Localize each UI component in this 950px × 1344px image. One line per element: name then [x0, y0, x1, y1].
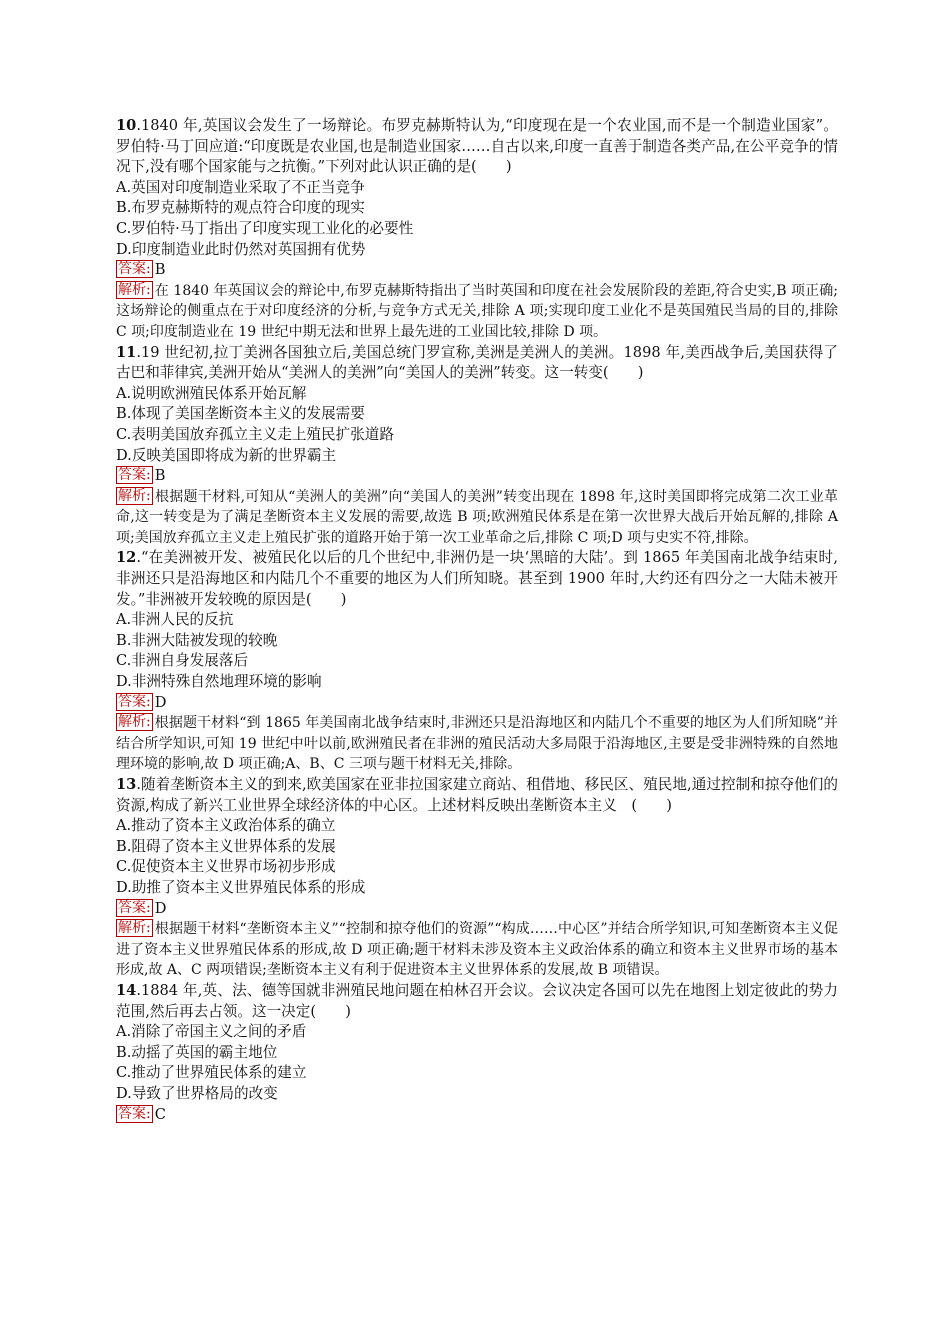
answer-line — [116, 260, 838, 281]
question-14 — [116, 981, 838, 1125]
option-d: D.印度制造业此时仍然对英国拥有优势 — [116, 240, 366, 258]
option-a: A.英国对印度制造业采取了不正当竞争 — [116, 178, 365, 196]
option-d: D.助推了资本主义世界殖民体系的形成 — [116, 878, 366, 896]
option-a: A.消除了帝国主义之间的矛盾 — [116, 1023, 307, 1041]
answer-value: B — [154, 467, 166, 485]
explanation-tag: 解析: — [118, 487, 151, 504]
question-stem: 10.1840 年,英国议会发生了一场辩论。布罗克赫斯特认为,“印度现在是一个农业国,而不是一个制造业国家”。罗伯特·马丁回应道:“印度既是农业国,也是制造业国家……自古以来,印度一直善于制造各类产品,在公平竞争的情况下,没有哪个国家能与之抗衡。”下列对此认识正确的是( ) — [116, 117, 838, 176]
question-number: 10 — [116, 117, 137, 134]
option-b: B.布罗克赫斯特的观点符合印度的现实 — [116, 199, 365, 217]
answer-value: C — [154, 1105, 166, 1123]
explanation-text: 在 1840 年英国议会的辩论中,布罗克赫斯特指出了当时英国和印度在社会发展阶段的差距,符合史实,B 项正确;这场辩论的侧重点在于对印度经济的分析,与竞争方式无关,排除 A 项;实现印度工业化不是英国殖民当局的目的,排除 C 项;印度制造业在 19 世纪中期无法和世界上最先进的工业国比较,排除 D 项。 — [116, 282, 838, 340]
option-c: C.非洲自身发展落后 — [116, 652, 249, 670]
option-a: A.说明欧洲殖民体系开始瓦解 — [116, 384, 307, 402]
explanation-text: 根据题干材料“到 1865 年美国南北战争结束时,非洲还只是沿海地区和内陆几个不重要的地区为人们所知晓”并结合所学知识,可知 19 世纪中叶以前,欧洲殖民者在非洲的殖民活动大多局限于沿海地区,主要是受非洲特殊的自然地理环境的影响,故 D 项正确;A、B、C 三项与题干材料无关,排除。 — [116, 715, 838, 773]
option-a: A.非洲人民的反抗 — [116, 611, 234, 629]
answer-line — [116, 466, 838, 487]
question-stem: 13.随着垄断资本主义的到来,欧美国家在亚非拉国家建立商站、租借地、移民区、殖民地,通过控制和掠夺他们的资源,构成了新兴工业世界全球经济体的中心区。上述材料反映出垄断资本主义 ( ) — [116, 776, 838, 814]
option-d: D.反映美国即将成为新的世界霸主 — [116, 446, 337, 464]
question-number: 12 — [116, 549, 137, 567]
question-stem: 11.19 世纪初,拉丁美洲各国独立后,美国总统门罗宣称,美洲是美洲人的美洲。1898 年,美西战争后,美国获得了古巴和菲律宾,美洲开始从“美洲人的美洲”向“美国人的美洲”转变。这一转变( ) — [116, 343, 838, 382]
option-c: C.促使资本主义世界市场初步形成 — [116, 858, 336, 876]
explanation-text: 根据题干材料“垄断资本主义”“控制和掠夺他们的资源”“构成……中心区”并结合所学知识,可知垄断资本主义促进了资本主义世界殖民体系的形成,故 D 项正确;题干材料未涉及资本主义政治体系的确立和资本主义世界市场的基本形成,故 A、C 两项错误;垄断资本主义有利于促进资本主义世界体系的发展,故 B 项错误。 — [116, 921, 838, 979]
question-13 — [116, 775, 838, 981]
question-number: 13 — [116, 776, 137, 793]
answer-value: D — [154, 693, 167, 711]
option-d: D.非洲特殊自然地理环境的影响 — [116, 673, 322, 691]
answer-value: B — [154, 261, 166, 279]
option-c: C.罗伯特·马丁指出了印度实现工业化的必要性 — [116, 219, 414, 237]
answer-line — [116, 899, 838, 920]
question-stem: 14.1884 年,英、法、德等国就非洲殖民地问题在柏林召开会议。会议决定各国可以先在地图上划定彼此的势力范围,然后再去占领。这一决定( ) — [116, 981, 838, 1020]
explanation — [116, 487, 838, 549]
option-a: A.推动了资本主义政治体系的确立 — [116, 817, 336, 835]
answer-tag: 答案: — [118, 467, 151, 484]
explanation — [116, 713, 838, 775]
option-c: C.表明美国放弃孤立主义走上殖民扩张道路 — [116, 425, 394, 443]
option-b: B.动摇了英国的霸主地位 — [116, 1043, 278, 1061]
option-c: C.推动了世界殖民体系的建立 — [116, 1064, 307, 1082]
question-11 — [116, 343, 838, 549]
option-b: B.体现了美国垄断资本主义的发展需要 — [116, 405, 365, 423]
document-page — [116, 116, 838, 1125]
option-b: B.阻碍了资本主义世界体系的发展 — [116, 837, 336, 855]
question-10 — [116, 116, 838, 343]
question-12 — [116, 548, 838, 775]
answer-tag: 答案: — [118, 261, 151, 278]
answer-tag: 答案: — [118, 899, 151, 916]
explanation — [116, 281, 838, 343]
explanation-tag: 解析: — [118, 281, 151, 298]
question-number: 11 — [116, 343, 137, 361]
question-number: 14 — [116, 981, 137, 999]
explanation-tag: 解析: — [118, 920, 151, 937]
question-stem: 12.“在美洲被开发、被殖民化以后的几个世纪中,非洲仍是一块‘黑暗的大陆’。到 1865 年美国南北战争结束时,非洲还只是沿海地区和内陆几个不重要的地区为人们所知晓。甚至到 1900 年时,大约还有四分之一大陆未被开发。”非洲被开发较晚的原因是( ) — [116, 549, 838, 608]
option-d: D.导致了世界格局的改变 — [116, 1084, 278, 1102]
explanation-tag: 解析: — [118, 714, 151, 731]
explanation-text: 根据题干材料,可知从“美洲人的美洲”向“美国人的美洲”转变出现在 1898 年,这时美国即将完成第二次工业革命,这一转变是为了满足垄断资本主义发展的需要,故选 B 项;欧洲殖民体系是在第一次世界大战后开始瓦解的,排除 A 项;美国放弃孤立主义走上殖民扩张的道路开始于第一次工业革命之后,排除 C 项;D 项与史实不符,排除。 — [116, 488, 838, 546]
answer-line — [116, 1105, 838, 1126]
explanation — [116, 919, 838, 981]
answer-tag: 答案: — [118, 693, 151, 710]
option-b: B.非洲大陆被发现的较晚 — [116, 631, 278, 649]
answer-line — [116, 693, 838, 714]
answer-tag: 答案: — [118, 1105, 151, 1122]
answer-value: D — [154, 899, 167, 917]
